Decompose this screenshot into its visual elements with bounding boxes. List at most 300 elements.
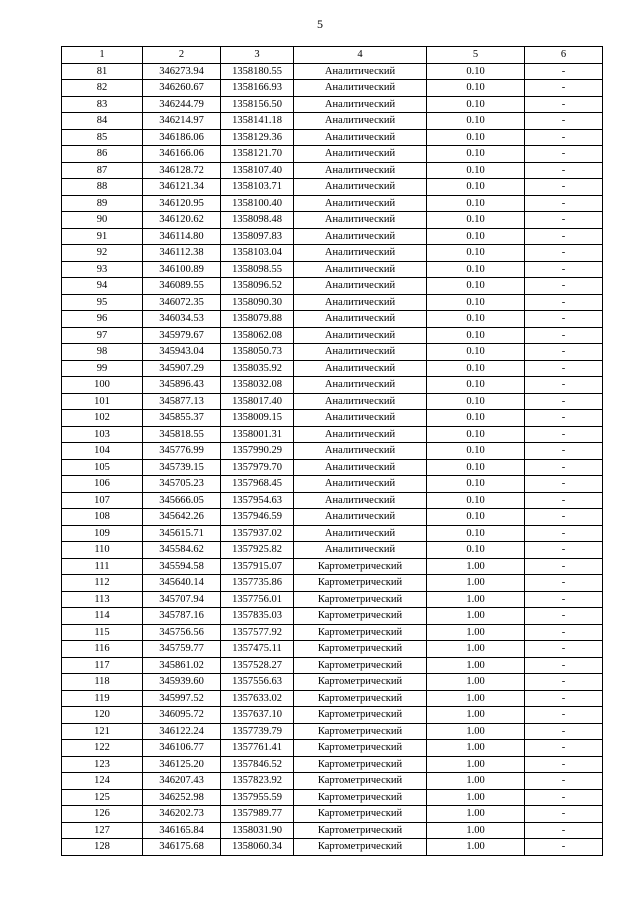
y-coordinate-cell: 1358100.40: [221, 195, 294, 212]
accuracy-cell: 0.10: [427, 146, 525, 163]
table-row: [62, 63, 603, 80]
point-number-cell: 97: [62, 327, 143, 344]
note-cell: -: [525, 311, 603, 328]
x-coordinate-cell: 346128.72: [143, 162, 221, 179]
note-cell: -: [525, 179, 603, 196]
accuracy-cell: 0.10: [427, 162, 525, 179]
note-cell: -: [525, 773, 603, 790]
table-row: [62, 806, 603, 823]
method-cell: Аналитический: [294, 146, 427, 163]
method-cell: Аналитический: [294, 195, 427, 212]
y-coordinate-cell: 1357528.27: [221, 657, 294, 674]
point-number-cell: 96: [62, 311, 143, 328]
method-cell: Аналитический: [294, 129, 427, 146]
x-coordinate-cell: 345707.94: [143, 591, 221, 608]
x-coordinate-cell: 346034.53: [143, 311, 221, 328]
accuracy-cell: 0.10: [427, 63, 525, 80]
column-header: 1: [62, 47, 143, 64]
y-coordinate-cell: 1358098.48: [221, 212, 294, 229]
y-coordinate-cell: 1358062.08: [221, 327, 294, 344]
note-cell: -: [525, 228, 603, 245]
x-coordinate-cell: 345776.99: [143, 443, 221, 460]
page-number: 5: [317, 17, 323, 31]
x-coordinate-cell: 346114.80: [143, 228, 221, 245]
x-coordinate-cell: 345705.23: [143, 476, 221, 493]
point-number-cell: 119: [62, 690, 143, 707]
point-number-cell: 117: [62, 657, 143, 674]
point-number-cell: 122: [62, 740, 143, 757]
accuracy-cell: 1.00: [427, 773, 525, 790]
y-coordinate-cell: 1358156.50: [221, 96, 294, 113]
method-cell: Картометрический: [294, 789, 427, 806]
x-coordinate-cell: 345594.58: [143, 558, 221, 575]
y-coordinate-cell: 1358180.55: [221, 63, 294, 80]
table-row: [62, 822, 603, 839]
note-cell: -: [525, 525, 603, 542]
method-cell: Аналитический: [294, 245, 427, 262]
table-row: [62, 195, 603, 212]
x-coordinate-cell: 345855.37: [143, 410, 221, 427]
x-coordinate-cell: 346244.79: [143, 96, 221, 113]
x-coordinate-cell: 345877.13: [143, 393, 221, 410]
y-coordinate-cell: 1357968.45: [221, 476, 294, 493]
point-number-cell: 115: [62, 624, 143, 641]
x-coordinate-cell: 346214.97: [143, 113, 221, 130]
y-coordinate-cell: 1357735.86: [221, 575, 294, 592]
method-cell: Аналитический: [294, 63, 427, 80]
method-cell: Картометрический: [294, 756, 427, 773]
note-cell: -: [525, 509, 603, 526]
method-cell: Картометрический: [294, 740, 427, 757]
accuracy-cell: 0.10: [427, 426, 525, 443]
accuracy-cell: 0.10: [427, 278, 525, 295]
table-row: [62, 789, 603, 806]
table-row: [62, 756, 603, 773]
y-coordinate-cell: 1358096.52: [221, 278, 294, 295]
method-cell: Картометрический: [294, 575, 427, 592]
method-cell: Аналитический: [294, 80, 427, 97]
column-header: 3: [221, 47, 294, 64]
table-row: [62, 641, 603, 658]
point-number-cell: 83: [62, 96, 143, 113]
method-cell: Картометрический: [294, 806, 427, 823]
method-cell: Аналитический: [294, 459, 427, 476]
accuracy-cell: 1.00: [427, 641, 525, 658]
point-number-cell: 95: [62, 294, 143, 311]
x-coordinate-cell: 346273.94: [143, 63, 221, 80]
column-header: 5: [427, 47, 525, 64]
y-coordinate-cell: 1357989.77: [221, 806, 294, 823]
table-row: [62, 740, 603, 757]
accuracy-cell: 0.10: [427, 525, 525, 542]
note-cell: -: [525, 327, 603, 344]
note-cell: -: [525, 575, 603, 592]
method-cell: Картометрический: [294, 657, 427, 674]
table-row: [62, 657, 603, 674]
x-coordinate-cell: 345584.62: [143, 542, 221, 559]
accuracy-cell: 0.10: [427, 80, 525, 97]
y-coordinate-cell: 1358166.93: [221, 80, 294, 97]
accuracy-cell: 1.00: [427, 789, 525, 806]
point-number-cell: 109: [62, 525, 143, 542]
x-coordinate-cell: 346120.62: [143, 212, 221, 229]
y-coordinate-cell: 1357990.29: [221, 443, 294, 460]
method-cell: Аналитический: [294, 96, 427, 113]
table-row: [62, 542, 603, 559]
table-row: [62, 96, 603, 113]
accuracy-cell: 1.00: [427, 839, 525, 856]
table-row: [62, 146, 603, 163]
note-cell: -: [525, 146, 603, 163]
method-cell: Аналитический: [294, 294, 427, 311]
method-cell: Картометрический: [294, 773, 427, 790]
y-coordinate-cell: 1358032.08: [221, 377, 294, 394]
point-number-cell: 114: [62, 608, 143, 625]
note-cell: -: [525, 492, 603, 509]
table-row: [62, 377, 603, 394]
note-cell: -: [525, 443, 603, 460]
method-cell: Картометрический: [294, 608, 427, 625]
accuracy-cell: 0.10: [427, 327, 525, 344]
accuracy-cell: 0.10: [427, 344, 525, 361]
note-cell: -: [525, 674, 603, 691]
accuracy-cell: 1.00: [427, 624, 525, 641]
y-coordinate-cell: 1358121.70: [221, 146, 294, 163]
table-row: [62, 410, 603, 427]
x-coordinate-cell: 346121.34: [143, 179, 221, 196]
y-coordinate-cell: 1358060.34: [221, 839, 294, 856]
accuracy-cell: 0.10: [427, 476, 525, 493]
method-cell: Картометрический: [294, 690, 427, 707]
point-number-cell: 126: [62, 806, 143, 823]
method-cell: Аналитический: [294, 426, 427, 443]
table-row: [62, 773, 603, 790]
x-coordinate-cell: 346112.38: [143, 245, 221, 262]
table-row: [62, 591, 603, 608]
point-number-cell: 101: [62, 393, 143, 410]
table-body: [62, 63, 603, 855]
point-number-cell: 105: [62, 459, 143, 476]
table-row: [62, 327, 603, 344]
table-row: [62, 707, 603, 724]
note-cell: -: [525, 393, 603, 410]
table-row: [62, 459, 603, 476]
accuracy-cell: 0.10: [427, 542, 525, 559]
note-cell: -: [525, 426, 603, 443]
table-row: [62, 839, 603, 856]
accuracy-cell: 1.00: [427, 822, 525, 839]
accuracy-cell: 0.10: [427, 179, 525, 196]
point-number-cell: 125: [62, 789, 143, 806]
note-cell: -: [525, 740, 603, 757]
table-row: [62, 426, 603, 443]
table-row: [62, 492, 603, 509]
y-coordinate-cell: 1358090.30: [221, 294, 294, 311]
note-cell: -: [525, 707, 603, 724]
note-cell: -: [525, 195, 603, 212]
note-cell: -: [525, 789, 603, 806]
method-cell: Аналитический: [294, 525, 427, 542]
method-cell: Картометрический: [294, 558, 427, 575]
table-row: [62, 525, 603, 542]
note-cell: -: [525, 459, 603, 476]
table-row: [62, 261, 603, 278]
y-coordinate-cell: 1358103.71: [221, 179, 294, 196]
method-cell: Аналитический: [294, 311, 427, 328]
method-cell: Аналитический: [294, 228, 427, 245]
note-cell: -: [525, 294, 603, 311]
note-cell: -: [525, 129, 603, 146]
note-cell: -: [525, 113, 603, 130]
method-cell: Аналитический: [294, 162, 427, 179]
y-coordinate-cell: 1358129.36: [221, 129, 294, 146]
note-cell: -: [525, 723, 603, 740]
y-coordinate-cell: 1358107.40: [221, 162, 294, 179]
accuracy-cell: 0.10: [427, 113, 525, 130]
accuracy-cell: 1.00: [427, 756, 525, 773]
point-number-cell: 82: [62, 80, 143, 97]
point-number-cell: 121: [62, 723, 143, 740]
y-coordinate-cell: 1357835.03: [221, 608, 294, 625]
method-cell: Картометрический: [294, 839, 427, 856]
accuracy-cell: 0.10: [427, 443, 525, 460]
point-number-cell: 81: [62, 63, 143, 80]
accuracy-cell: 0.10: [427, 459, 525, 476]
point-number-cell: 102: [62, 410, 143, 427]
y-coordinate-cell: 1357937.02: [221, 525, 294, 542]
accuracy-cell: 0.10: [427, 492, 525, 509]
y-coordinate-cell: 1357637.10: [221, 707, 294, 724]
method-cell: Аналитический: [294, 327, 427, 344]
point-number-cell: 111: [62, 558, 143, 575]
note-cell: -: [525, 377, 603, 394]
x-coordinate-cell: 345896.43: [143, 377, 221, 394]
y-coordinate-cell: 1358035.92: [221, 360, 294, 377]
table-row: [62, 344, 603, 361]
x-coordinate-cell: 346095.72: [143, 707, 221, 724]
accuracy-cell: 1.00: [427, 591, 525, 608]
table-row: [62, 278, 603, 295]
y-coordinate-cell: 1358009.15: [221, 410, 294, 427]
point-number-cell: 106: [62, 476, 143, 493]
table-row: [62, 228, 603, 245]
x-coordinate-cell: 346260.67: [143, 80, 221, 97]
accuracy-cell: 1.00: [427, 707, 525, 724]
accuracy-cell: 1.00: [427, 575, 525, 592]
accuracy-cell: 0.10: [427, 509, 525, 526]
method-cell: Картометрический: [294, 624, 427, 641]
point-number-cell: 113: [62, 591, 143, 608]
point-number-cell: 85: [62, 129, 143, 146]
table-row: [62, 476, 603, 493]
table-row: [62, 179, 603, 196]
y-coordinate-cell: 1357475.11: [221, 641, 294, 658]
note-cell: -: [525, 756, 603, 773]
method-cell: Аналитический: [294, 344, 427, 361]
accuracy-cell: 1.00: [427, 558, 525, 575]
y-coordinate-cell: 1358017.40: [221, 393, 294, 410]
y-coordinate-cell: 1357979.70: [221, 459, 294, 476]
x-coordinate-cell: 345739.15: [143, 459, 221, 476]
note-cell: -: [525, 476, 603, 493]
column-header: 2: [143, 47, 221, 64]
x-coordinate-cell: 345907.29: [143, 360, 221, 377]
x-coordinate-cell: 345939.60: [143, 674, 221, 691]
method-cell: Аналитический: [294, 377, 427, 394]
accuracy-cell: 0.10: [427, 212, 525, 229]
accuracy-cell: 0.10: [427, 410, 525, 427]
point-number-cell: 90: [62, 212, 143, 229]
table-row: [62, 575, 603, 592]
x-coordinate-cell: 346120.95: [143, 195, 221, 212]
accuracy-cell: 0.10: [427, 393, 525, 410]
method-cell: Картометрический: [294, 674, 427, 691]
method-cell: Картометрический: [294, 822, 427, 839]
method-cell: Аналитический: [294, 113, 427, 130]
x-coordinate-cell: 346122.24: [143, 723, 221, 740]
note-cell: -: [525, 542, 603, 559]
accuracy-cell: 1.00: [427, 806, 525, 823]
y-coordinate-cell: 1357633.02: [221, 690, 294, 707]
table-row: [62, 212, 603, 229]
x-coordinate-cell: 346072.35: [143, 294, 221, 311]
x-coordinate-cell: 346207.43: [143, 773, 221, 790]
table-row: [62, 245, 603, 262]
y-coordinate-cell: 1358001.31: [221, 426, 294, 443]
note-cell: -: [525, 245, 603, 262]
y-coordinate-cell: 1357756.01: [221, 591, 294, 608]
note-cell: -: [525, 657, 603, 674]
table-row: [62, 608, 603, 625]
point-number-cell: 124: [62, 773, 143, 790]
accuracy-cell: 0.10: [427, 311, 525, 328]
y-coordinate-cell: 1357846.52: [221, 756, 294, 773]
table-row: [62, 129, 603, 146]
table-row: [62, 558, 603, 575]
x-coordinate-cell: 345640.14: [143, 575, 221, 592]
note-cell: -: [525, 261, 603, 278]
table-row: [62, 80, 603, 97]
table-row: [62, 723, 603, 740]
method-cell: Картометрический: [294, 723, 427, 740]
y-coordinate-cell: 1358050.73: [221, 344, 294, 361]
point-number-cell: 123: [62, 756, 143, 773]
point-number-cell: 88: [62, 179, 143, 196]
y-coordinate-cell: 1358079.88: [221, 311, 294, 328]
note-cell: -: [525, 63, 603, 80]
table-row: [62, 162, 603, 179]
x-coordinate-cell: 345759.77: [143, 641, 221, 658]
x-coordinate-cell: 346186.06: [143, 129, 221, 146]
method-cell: Картометрический: [294, 707, 427, 724]
point-number-cell: 116: [62, 641, 143, 658]
y-coordinate-cell: 1357577.92: [221, 624, 294, 641]
x-coordinate-cell: 346175.68: [143, 839, 221, 856]
accuracy-cell: 1.00: [427, 608, 525, 625]
table-row: [62, 624, 603, 641]
accuracy-cell: 0.10: [427, 129, 525, 146]
x-coordinate-cell: 346089.55: [143, 278, 221, 295]
note-cell: -: [525, 624, 603, 641]
method-cell: Аналитический: [294, 410, 427, 427]
note-cell: -: [525, 558, 603, 575]
x-coordinate-cell: 346125.20: [143, 756, 221, 773]
point-number-cell: 100: [62, 377, 143, 394]
point-number-cell: 84: [62, 113, 143, 130]
accuracy-cell: 0.10: [427, 261, 525, 278]
table-row: [62, 113, 603, 130]
note-cell: -: [525, 410, 603, 427]
method-cell: Аналитический: [294, 509, 427, 526]
accuracy-cell: 0.10: [427, 294, 525, 311]
note-cell: -: [525, 96, 603, 113]
y-coordinate-cell: 1357823.92: [221, 773, 294, 790]
point-number-cell: 118: [62, 674, 143, 691]
note-cell: -: [525, 690, 603, 707]
x-coordinate-cell: 346252.98: [143, 789, 221, 806]
y-coordinate-cell: 1357739.79: [221, 723, 294, 740]
method-cell: Аналитический: [294, 360, 427, 377]
point-number-cell: 91: [62, 228, 143, 245]
method-cell: Аналитический: [294, 212, 427, 229]
y-coordinate-cell: 1358098.55: [221, 261, 294, 278]
method-cell: Аналитический: [294, 393, 427, 410]
x-coordinate-cell: 345943.04: [143, 344, 221, 361]
table-row: [62, 674, 603, 691]
x-coordinate-cell: 345615.71: [143, 525, 221, 542]
x-coordinate-cell: 345861.02: [143, 657, 221, 674]
method-cell: Аналитический: [294, 443, 427, 460]
x-coordinate-cell: 345818.55: [143, 426, 221, 443]
y-coordinate-cell: 1357761.41: [221, 740, 294, 757]
note-cell: -: [525, 212, 603, 229]
accuracy-cell: 1.00: [427, 674, 525, 691]
note-cell: -: [525, 591, 603, 608]
note-cell: -: [525, 641, 603, 658]
method-cell: Аналитический: [294, 179, 427, 196]
accuracy-cell: 0.10: [427, 377, 525, 394]
accuracy-cell: 0.10: [427, 195, 525, 212]
point-number-cell: 103: [62, 426, 143, 443]
table-row: [62, 311, 603, 328]
point-number-cell: 89: [62, 195, 143, 212]
y-coordinate-cell: 1357955.59: [221, 789, 294, 806]
table-row: [62, 360, 603, 377]
column-header: 4: [294, 47, 427, 64]
x-coordinate-cell: 345979.67: [143, 327, 221, 344]
note-cell: -: [525, 80, 603, 97]
y-coordinate-cell: 1358141.18: [221, 113, 294, 130]
table-row: [62, 690, 603, 707]
method-cell: Картометрический: [294, 641, 427, 658]
point-number-cell: 108: [62, 509, 143, 526]
accuracy-cell: 0.10: [427, 228, 525, 245]
x-coordinate-cell: 345756.56: [143, 624, 221, 641]
x-coordinate-cell: 345666.05: [143, 492, 221, 509]
note-cell: -: [525, 344, 603, 361]
point-number-cell: 107: [62, 492, 143, 509]
accuracy-cell: 1.00: [427, 723, 525, 740]
table-row: [62, 294, 603, 311]
method-cell: Аналитический: [294, 278, 427, 295]
accuracy-cell: 0.10: [427, 360, 525, 377]
accuracy-cell: 0.10: [427, 96, 525, 113]
method-cell: Аналитический: [294, 492, 427, 509]
table-row: [62, 443, 603, 460]
y-coordinate-cell: 1357925.82: [221, 542, 294, 559]
point-number-cell: 110: [62, 542, 143, 559]
note-cell: -: [525, 608, 603, 625]
